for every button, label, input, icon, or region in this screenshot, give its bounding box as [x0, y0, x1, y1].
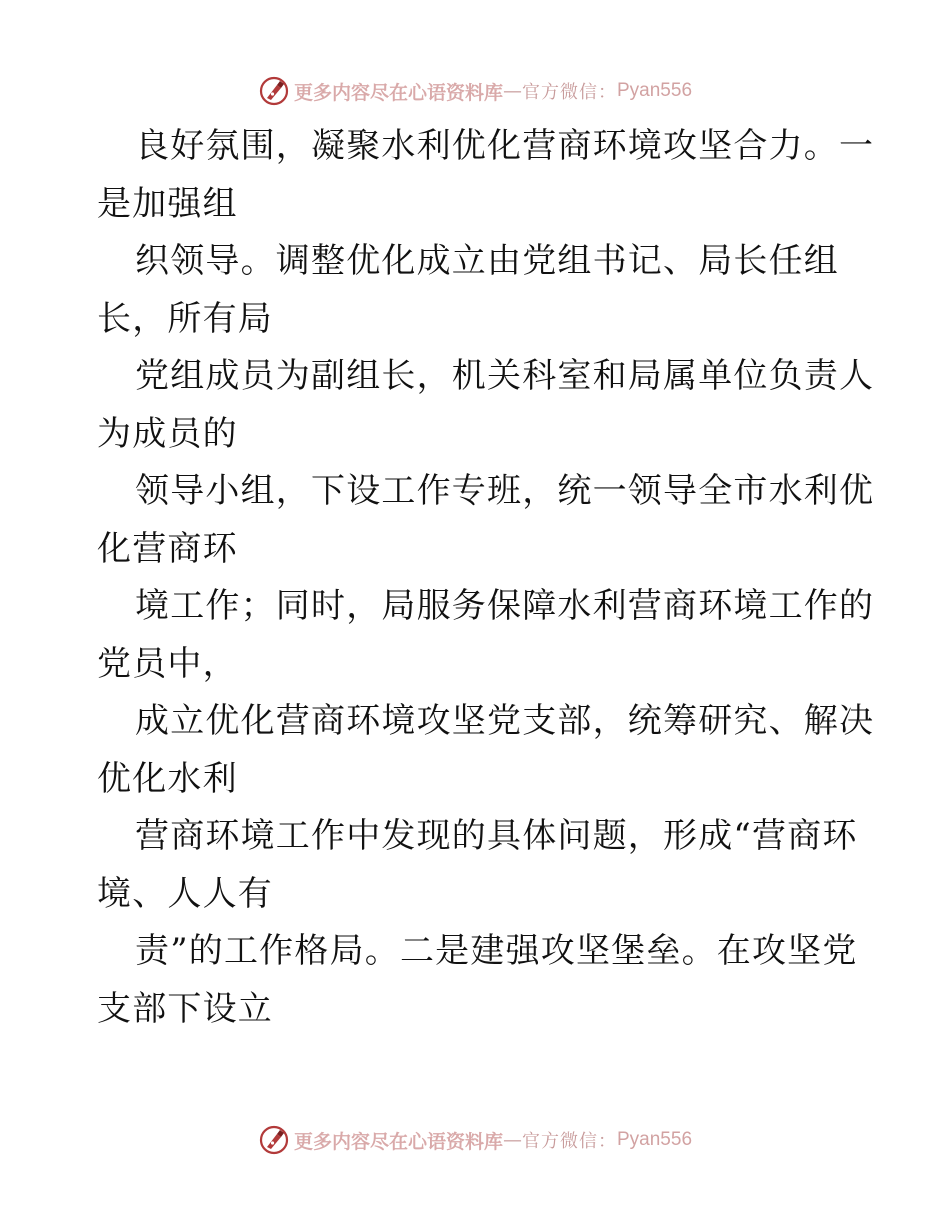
watermark-dash: —	[503, 80, 522, 102]
watermark-wechat-id: Pyan556	[617, 80, 693, 101]
body-line: 领导小组，下设工作专班，统一领导全市水利优	[135, 471, 875, 511]
body-line: 营商环境工作中发现的具体问题，形成“营商环	[135, 816, 858, 856]
watermark-text: 更多内容尽在心语资料库	[293, 81, 503, 104]
footer-watermark	[0, 1120, 950, 1160]
document-body	[97, 118, 875, 1038]
body-line: 是加强组	[97, 183, 238, 224]
body-line: 化营商环	[97, 528, 238, 569]
body-line: 优化水利	[97, 758, 238, 799]
body-line: 支部下设立	[97, 988, 273, 1029]
watermark-text: 更多内容尽在心语资料库	[293, 1130, 503, 1153]
pen-nib-circle-icon	[258, 75, 290, 107]
body-line: 境、人人有	[97, 873, 273, 914]
watermark-dash: —	[503, 1129, 522, 1151]
body-line: 良好氛围，凝聚水利优化营商环境攻坚合力。一	[135, 126, 875, 166]
pen-nib-circle-icon	[258, 1124, 290, 1156]
watermark-wechat-id: Pyan556	[617, 1129, 693, 1150]
body-line: 织领导。调整优化成立由党组书记、局长任组	[135, 241, 839, 281]
body-line: 党组成员为副组长，机关科室和局属单位负责人	[135, 356, 875, 396]
header-watermark	[0, 71, 950, 111]
body-line: 责”的工作格局。二是建强攻坚堡垒。在攻坚党	[135, 931, 858, 971]
body-line: 长，所有局	[97, 298, 273, 339]
body-line: 为成员的	[97, 413, 238, 454]
watermark-wechat-label: 官方微信：	[522, 82, 617, 103]
body-line: 境工作；同时，局服务保障水利营商环境工作的	[135, 586, 875, 626]
body-line: 党员中，	[97, 643, 238, 684]
body-line: 成立优化营商环境攻坚党支部，统筹研究、解决	[135, 701, 875, 741]
watermark-wechat-label: 官方微信：	[522, 1131, 617, 1152]
